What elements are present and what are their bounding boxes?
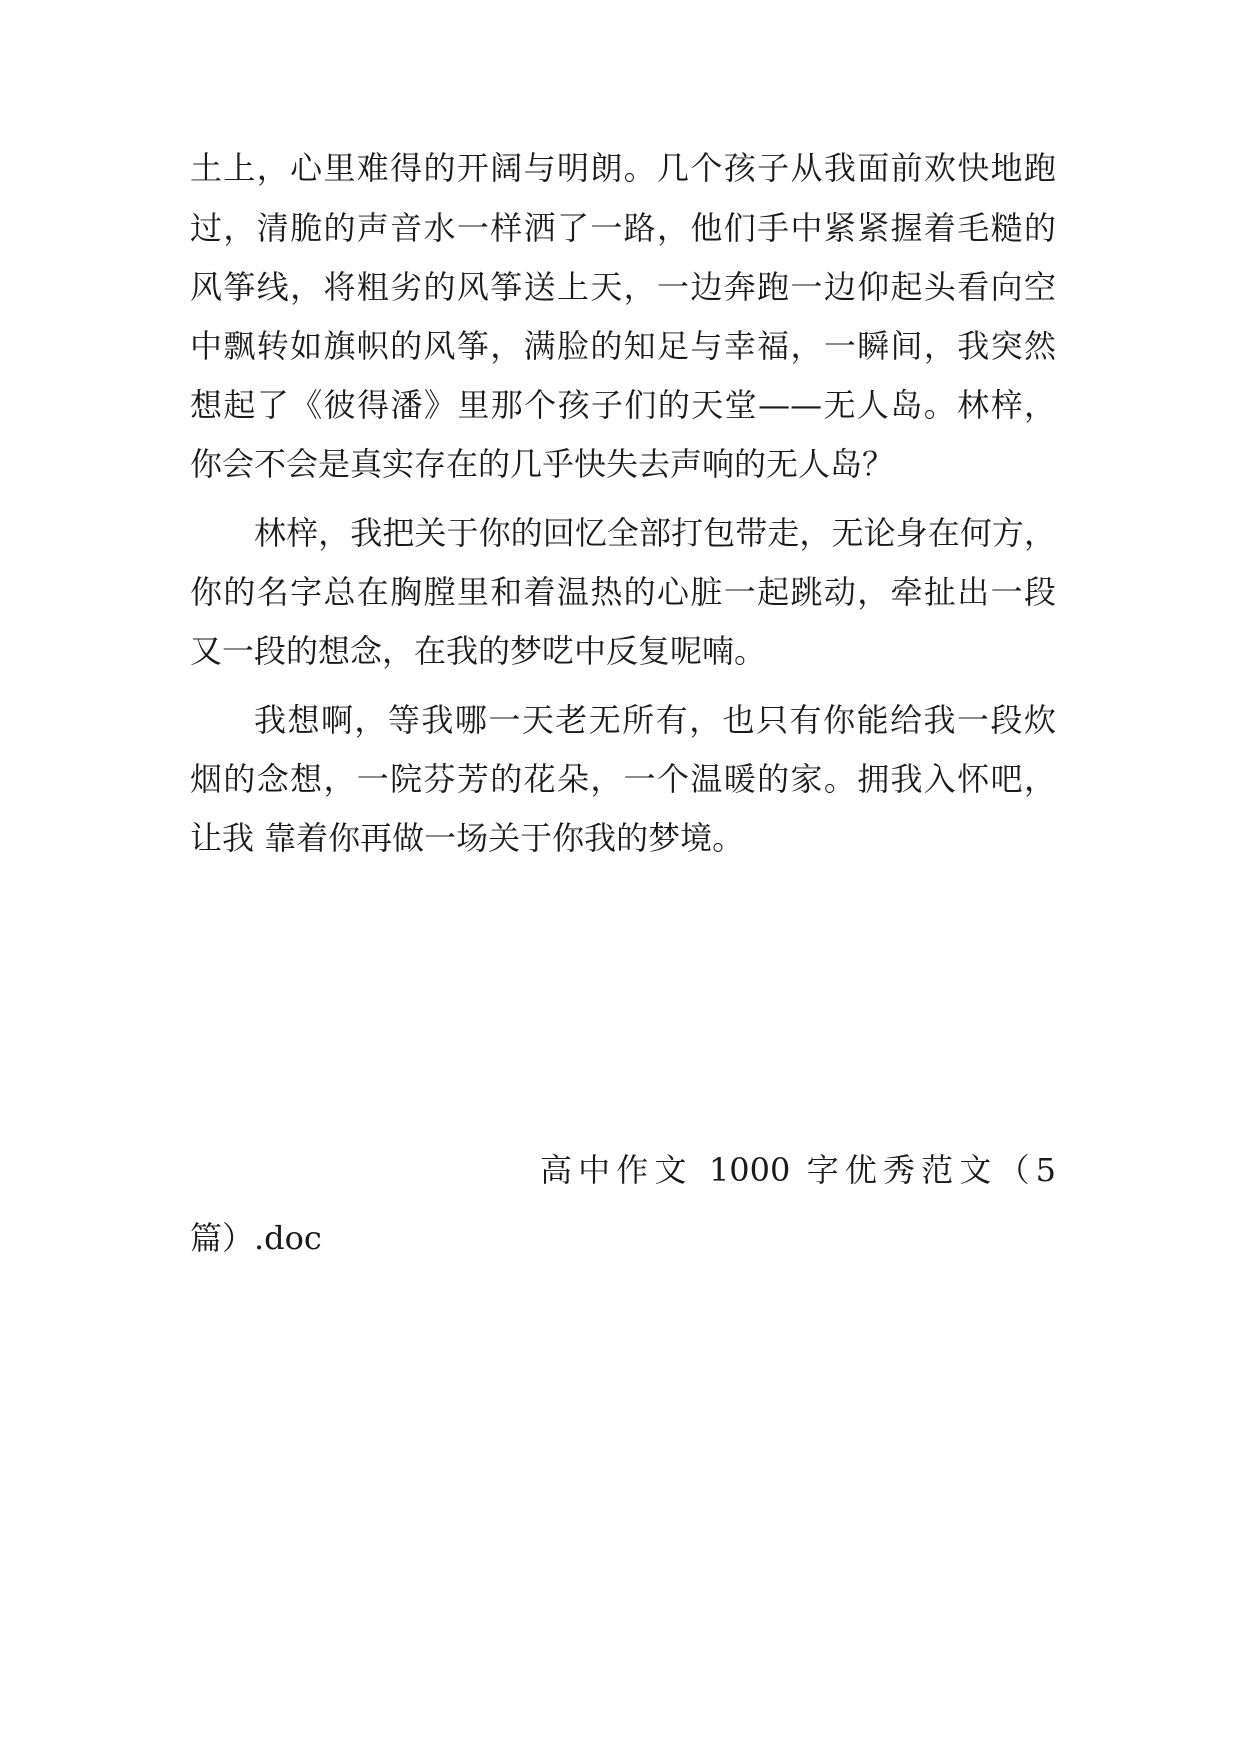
paragraph-1-line-6: 你会不会是真实存在的几乎快失去声响的无人岛？ [190, 445, 895, 483]
footer-filename-line-2: 篇）.doc [190, 1219, 322, 1257]
paragraph-3-line-1: 我想啊，等我哪一天老无所有，也只有你能给我一段炊 [254, 701, 1056, 739]
paragraph-2-line-1: 林梓，我把关于你的回忆全部打包带走，无论身在何方， [254, 514, 1056, 552]
paragraph-1-line-1: 土上，心里难得的开阔与明朗。几个孩子从我面前欢快地跑 [190, 149, 1056, 187]
paragraph-2-line-2: 你的名字总在胸膛里和着温热的心脏一起跳动，牵扯出一段 [190, 573, 1056, 611]
paragraph-1-line-2: 过，清脆的声音水一样洒了一路，他们手中紧紧握着毛糙的 [190, 209, 1056, 247]
paragraph-3-line-2: 烟的念想，一院芬芳的花朵，一个温暖的家。拥我入怀吧， [190, 760, 1056, 798]
paragraph-1-line-3: 风筝线，将粗劣的风筝送上天，一边奔跑一边仰起头看向空 [190, 268, 1056, 306]
footer-filename-line-1: 高中作文 1000 字优秀范文（5 [540, 1151, 1056, 1189]
paragraph-2-line-3: 又一段的想念，在我的梦呓中反复呢喃。 [190, 632, 767, 670]
paragraph-3-line-3: 让我 靠着你再做一场关于你我的梦境。 [190, 819, 745, 857]
paragraph-1-line-4: 中飘转如旗帜的风筝，满脸的知足与幸福，一瞬间，我突然 [190, 327, 1056, 365]
paragraph-1-line-5: 想起了《彼得潘》里那个孩子们的天堂——无人岛。林梓， [190, 386, 1056, 424]
